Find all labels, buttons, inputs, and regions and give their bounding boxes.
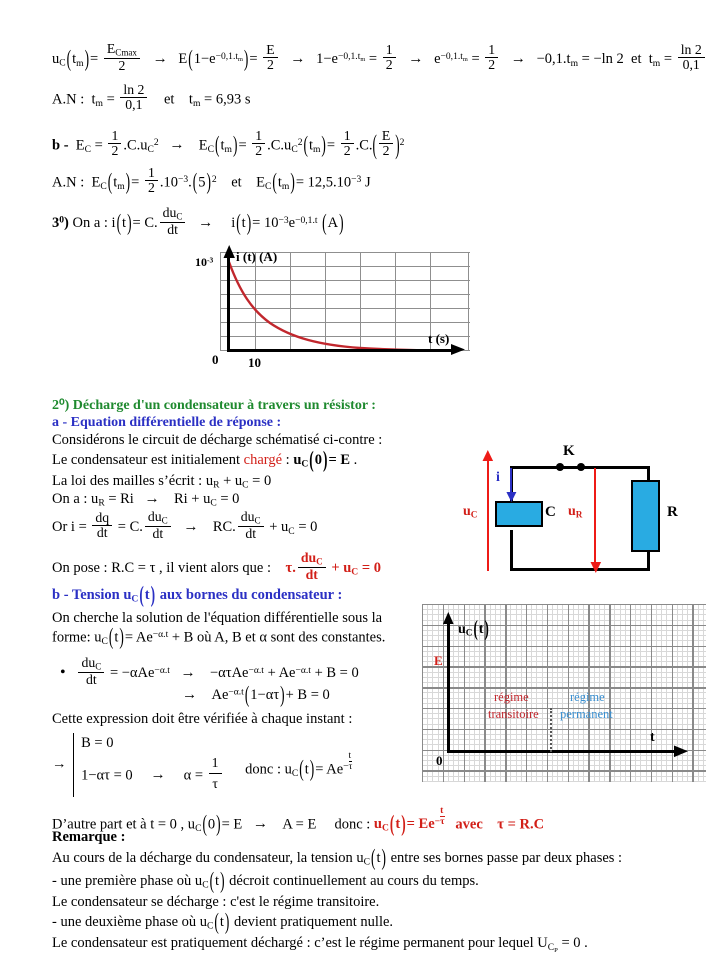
switch-contact-left-icon[interactable] [556,463,564,471]
circuit-wire-right-upper [647,466,650,480]
ur-arrow-head-icon [589,560,603,574]
circuit-wire-left-lower [510,530,513,571]
section2-p2: Le condensateur est initialement chargé : $u_C(0)= E$ . [52,446,358,472]
figure2-origin-label: 0 [436,753,443,768]
remark-line-5: Le condensateur est pratiquement déchargé : c’est le régime permanent pour lequel $U_{C_P} = 0$ . [52,935,588,954]
circuit-wire-bottom [510,568,650,571]
section2-heading: 2⁰) Décharge d'un condensateur à travers un résistor : [52,398,376,413]
figure2-steady-label-line2: permanent [560,707,613,721]
figure2-transient-label-line1: régime [494,690,529,704]
equation-line-q3: $3^0$) On a : i(t)= C. $du_C$ dt → $i(t)= 10^{-3}e^{-0,1.t}$ (A) [52,204,344,237]
figure1-origin-label: 0 [212,352,219,367]
section2-p13: D’autre part et à t = 0 , $u_C(0)= E \to A = E$ donc : $u_C(t)= Ee^{- \frac{t}{\tau}}$ avec τ = R.C [52,805,545,837]
figure1-x-tick-label: 10 [248,355,261,370]
figure1-y-arrow [221,245,237,261]
section2-p7: On cherche la solution de l'équation différentielle sous la [52,610,383,626]
section2-subheading-b: b - Tension $u_C(t)$ aux bornes du condensateur : [52,581,343,607]
remark-line-1: Au cours de la décharge du condensateur, la tension $u_C(t)$ entre ses bornes passe par deux phases : [52,844,623,870]
section2-subheading-a: a - Equation différentielle de réponse : [52,415,282,430]
uc-label: $u_C$ [463,504,478,520]
current-discharge-graph [195,249,470,370]
remark-line-3: Le condensateur se décharge : c'est le régime transitoire. [52,894,380,910]
figure2-regime-divider [550,708,552,752]
equation-line-an2: A.N : $E_C(t_m)=$ $\frac{1}{2}$ $.10^{-3}.(5)^2$ et $E_C(t_m)= 12,5.10^{-3}$ J [52,164,371,196]
current-arrow-head-icon [505,490,518,503]
figure1-x-arrow [448,343,466,359]
figure2-y-axis-label: $u_C(t)$ [458,616,489,641]
uc-arrow-head-icon [481,450,495,464]
capacitor-symbol [495,501,543,527]
figure1-x-axis [227,349,454,352]
capacitor-label: C [545,504,556,520]
figure2-x-axis [447,750,677,753]
resistor-label: R [667,504,678,520]
switch-label: K [563,443,575,459]
equation-line-1: $u_C(t_m)=$ $E_{Cmax}$ 2 → $E(1-e^{-0,1.t_m})=$ $\frac{E}{2}$ → $1-e^{-0,1.t_m}$ = $\frac{1}{2}$ → $e^{-0,1.t_m}$ = $\frac{1}{2}$ → $-0,1.t_m = -\ln$ 2 et $t_m$ = $\frac{\ln 2}{0,1}$ [52,44,707,76]
ur-arrow-shaft [594,468,596,564]
section2-p9: • $du_C$ dt = $-\alpha Ae^{-\alpha.t} \to -\alpha\tau Ae^{-\alpha.t} + Ae^{-\alpha.t} + B = 0$ [60,654,359,687]
figure2-y-axis [447,620,450,752]
section2-p11: Cette expression doit être vérifiée à chaque instant : [52,711,353,727]
figure1-x-axis-label: t (s) [428,331,450,346]
ur-label: $u_R$ [568,504,583,520]
equation-line-an1: A.N : $t_m$ = $\frac{\ln 2}{0,1}$ et $t_m = 6,93$ s [52,81,251,113]
figure2-y-max-label: E [434,653,443,668]
remark-line-4: - une deuxième phase où $u_C(t)$ devient pratiquement nulle. [52,908,394,934]
equation-line-b: b - $E_C$ = $\frac{1}{2}$ $.C.u_C^2 \to E_C(t_m)=$ $\frac{1}{2}$ $.C.u_C^2(t_m)=$ $\frac{1}{2}$ .C.( $\frac{E}{2}$ )$^2$ [52,127,405,161]
section2-system: → B = 0 1−ατ = 0 → α = $\frac{1}{\tau}$ donc : $u_C(t)= Ae^{- \frac{t}{\tau}}$ [52,733,352,797]
figure1-y-tick-label: $10^{-3}$ [195,255,214,269]
figure1-y-axis-label: i (t) (A) [236,249,278,264]
capacitor-voltage-discharge-graph [422,604,706,782]
section2-p5: Or i = $\frac{dq}{dt}$ = C. $du_C$ dt → RC. $du_C$ dt + $u_C = 0$ [52,508,318,541]
figure1-y-axis [227,254,230,351]
uc-arrow-shaft [487,458,489,571]
remark-line-2: - une première phase où $u_C(t)$ décroit continuellement au cours du temps. [52,867,479,893]
figure2-y-arrow [441,612,456,626]
resistor-symbol [631,480,660,552]
section2-p3: La loi des mailles s’écrit : $u_R + u_C = 0$ [52,473,272,491]
figure2-x-arrow [672,744,689,759]
section2-p8: forme: $u_C(t)= Ae^{-\alpha.t} + B$ où A, B et α sont des constantes. [52,623,386,650]
figure2-transient-label-line2: transitoire [488,707,539,721]
section2-p4: On a : $u_R = Ri \to Ri + u_C = 0$ [52,490,240,509]
section2-p10: → $Ae^{-\alpha.t}(1-\alpha\tau)+ B = 0$ [182,681,330,707]
figure2-x-axis-label: t [650,730,655,745]
switch-contact-right-icon[interactable] [577,463,585,471]
remark-title: Remarque : [52,829,126,845]
current-label: i [496,470,500,485]
figure2-steady-label-line1: régime [570,690,605,704]
section2-p6: On pose : R.C = τ , il vient alors que : τ. $du_C$ dt + $u_C = 0$ [52,549,381,582]
rc-discharge-circuit [455,420,705,590]
section2-p1: Considérons le circuit de décharge schématisé ci-contre : [52,432,383,448]
